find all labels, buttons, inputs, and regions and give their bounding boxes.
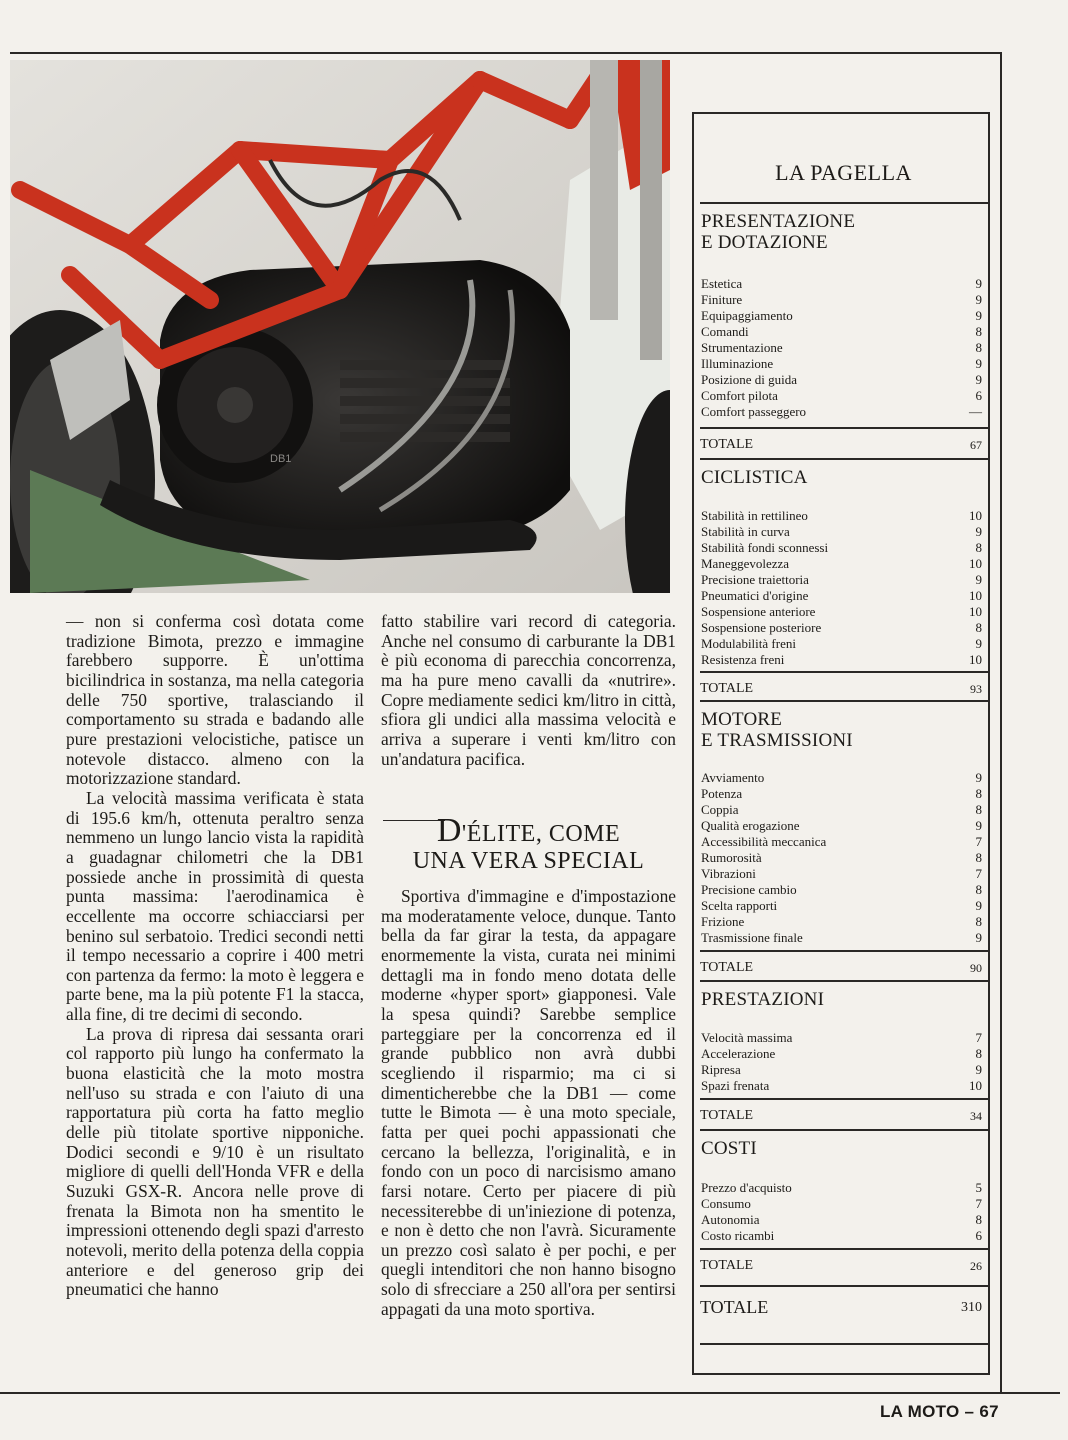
score-value: 8 (975, 914, 982, 929)
score-label: Trasmissione finale (701, 930, 803, 945)
paragraph: — non si conferma così dotata come tradizione Bimota, prezzo e immagine farebbero supporre. È un'ottima bicilindrica in sostanza, ma nella categoria delle 750 sportive, tralasciando il comportamento su strada e badando alle pure prestazioni velocistiche, patisce un notevole distacco. almeno con la motorizzazione standard. (66, 611, 364, 789)
score-value: 9 (975, 818, 982, 833)
page-folio: LA MOTO – 67 (880, 1402, 999, 1421)
score-value: 6 (975, 388, 982, 403)
score-label: Pneumatici d'origine (701, 588, 809, 603)
heading-line-1-text: 'ÉLITE, COME (461, 821, 621, 847)
category-prestazioni (700, 980, 988, 1093)
category-name-line-2: E TRASMISSIONI (701, 730, 853, 751)
score-value: 9 (975, 1062, 982, 1077)
motorcycle-photo (10, 60, 670, 593)
score-row (700, 556, 988, 572)
score-label: Comfort passeggero (701, 404, 807, 419)
score-row (700, 802, 988, 818)
score-value: 7 (975, 1196, 982, 1211)
score-value: 8 (975, 1212, 982, 1227)
score-label: Finiture (701, 292, 743, 307)
score-label: Strumentazione (701, 340, 783, 355)
paragraph: La velocità massima verificata è stata di 195.6 km/h, ottenuta peraltro senza nemmeno un lungo lancio vista la rapidità a guadagnar chilometri che la DB1 possiede anche in prossimità di questa punta massima: l'aerodinamica è eccellente ma occorre schiacciarsi per benino sul serbatoio. Tredici secondi netti il tempo necessario a coprire i 400 metri con partenza da fermo: la moto è leggera e parte bene, ma la più potente F1 la stacca, alla fine, di tre decimi di secondo. (66, 787, 364, 1025)
article-middle-column-bottom (381, 887, 676, 1319)
score-row (700, 1046, 988, 1062)
score-label: Scelta rapporti (701, 898, 778, 913)
heading-line-1 (381, 812, 676, 850)
score-row (700, 818, 988, 834)
total-value: 93 (970, 682, 982, 696)
paragraph: La prova di ripresa dai sessanta orari col rapporto più lungo ha confermato la buona elasticità che la moto mostra nell'uso su strada e con l'aiuto di una rapportatura più corta ha fatto meglio delle più titolate sportive nipponiche. Dodici secondi e 9/10 è un risultato migliore di quelli dell'Honda VFR e della Suzuki GSX-R. Ancora nelle prove di frenata la Bimota non ha smentito le impressioni ottenendo degli spazi d'arresto notevoli, merito della potenza della coppia anteriore e del generoso grip dei pneumatici che hanno (66, 1023, 364, 1300)
score-row (700, 604, 988, 620)
score-row (700, 786, 988, 802)
score-label: Sospensione anteriore (701, 604, 816, 619)
category-name: PRESTAZIONI (701, 989, 825, 1010)
score-label: Precisione cambio (701, 882, 797, 897)
score-label: Prezzo d'acquisto (701, 1180, 792, 1195)
score-row (700, 636, 988, 652)
grand-total-value: 310 (961, 1300, 982, 1315)
score-row (700, 524, 988, 540)
score-value: 8 (975, 540, 982, 555)
score-value: 8 (975, 882, 982, 897)
score-label: Qualità erogazione (701, 818, 800, 833)
category-name-line-2: E DOTAZIONE (701, 232, 828, 253)
score-label: Accessibilità meccanica (701, 834, 827, 849)
score-value: 9 (975, 308, 982, 323)
score-row (700, 620, 988, 636)
category-rows (700, 770, 988, 946)
score-value: 6 (975, 1228, 982, 1243)
engine-label: DB1 (270, 453, 292, 465)
category-rows (700, 508, 988, 668)
category-presentazione (700, 202, 988, 419)
score-label: Maneggevolezza (701, 556, 790, 571)
score-row (700, 1196, 988, 1212)
category-rows (700, 276, 988, 420)
score-row (700, 652, 988, 668)
category-name: CICLISTICA (701, 467, 808, 488)
score-label: Costo ricambi (701, 1228, 775, 1243)
total-label: TOTALE (700, 437, 754, 452)
score-row (700, 340, 988, 356)
paragraph: fatto stabilire vari record di categoria. Anche nel consumo di carburante la DB1 è più economa di parecchia concorrenza, ma ha pure meno cavalli da «nutrire». Copre mediamente sedici km/litro in città, sfiora gli undici alla massima velocità e arriva a superare i venti km/litro con un'andatura pacifica. (381, 611, 676, 769)
score-label: Comfort pilota (701, 388, 778, 403)
score-label: Illuminazione (701, 356, 774, 371)
score-row (700, 540, 988, 556)
score-row (700, 572, 988, 588)
score-value: 10 (969, 652, 982, 667)
score-row (700, 770, 988, 786)
score-row (700, 1228, 988, 1244)
page-bottom-rule (0, 1392, 1060, 1394)
scorecard-title: LA PAGELLA (775, 160, 912, 185)
score-value: 8 (975, 786, 982, 801)
score-label: Sospensione posteriore (701, 620, 822, 635)
score-value: 8 (975, 802, 982, 817)
grand-total-label: TOTALE (700, 1297, 769, 1317)
score-label: Autonomia (701, 1212, 760, 1227)
score-row (700, 866, 988, 882)
score-value: 9 (975, 572, 982, 587)
score-label: Modulabilità freni (701, 636, 796, 651)
score-label: Equipaggiamento (701, 308, 793, 323)
category-total (700, 1248, 988, 1274)
score-value: 8 (975, 1046, 982, 1061)
score-label: Ripresa (701, 1062, 741, 1077)
total-value: 67 (970, 438, 982, 452)
score-label: Coppia (701, 802, 739, 817)
score-row (700, 1180, 988, 1196)
category-costi (700, 1129, 988, 1243)
paragraph: Sportiva d'immagine e d'impostazione ma moderatamente veloce, dunque. Tanto bella da far girar la testa, da appagare enormemente la vista, curata nei minimi dettagli ma in fondo meno dotata delle moderne «hyper sport» giapponesi. Vale la spesa quindi? Sarebbe semplice parteggiare per la concorrenza ed il grande pubblico non avrà dubbi scegliendo il risparmio; ma ci si dimenticherebbe che la DB1 — come tutte le Bimota — è una moto speciale, fatta per quei pochi appassionati che cercano la bellezza, l'originalità, e in fondo con un poco di narcisismo amano farsi notare. Certo per piacere di più necessiterebbe di un'iniezione di potenza, e non è detto che non l'avrà. Sicuramente un prezzo così salato è per pochi, e per quegli intenditori che non hanno bisogno solo di sfrecciare a 250 all'ora per sentirsi appagati da una moto sportiva. (381, 886, 676, 1319)
article-left-column (66, 612, 364, 1300)
score-label: Stabilità in rettilineo (701, 508, 808, 523)
score-row (700, 882, 988, 898)
category-name: PRESENTAZIONE (701, 211, 856, 232)
category-name: COSTI (701, 1138, 757, 1159)
total-label: TOTALE (700, 681, 754, 696)
score-value: — (969, 404, 982, 419)
total-value: 34 (970, 1109, 982, 1123)
score-row (700, 372, 988, 388)
score-row (700, 308, 988, 324)
score-value: 9 (975, 356, 982, 371)
score-row (700, 404, 988, 420)
score-row (700, 1030, 988, 1046)
score-row (700, 508, 988, 524)
score-value: 9 (975, 372, 982, 387)
score-label: Spazi frenata (701, 1078, 770, 1093)
score-label: Frizione (701, 914, 745, 929)
score-value: 9 (975, 770, 982, 785)
score-label: Avviamento (701, 770, 765, 785)
score-row (700, 292, 988, 308)
heading-dropcap: D (436, 812, 462, 849)
score-row (700, 324, 988, 340)
score-row (700, 1062, 988, 1078)
score-value: 9 (975, 524, 982, 539)
score-label: Velocità massima (701, 1030, 793, 1045)
score-row (700, 276, 988, 292)
score-value: 9 (975, 898, 982, 913)
grand-total-rule (700, 1343, 988, 1345)
score-row (700, 850, 988, 866)
score-value: 8 (975, 620, 982, 635)
heading-line-2: UNA VERA SPECIAL (412, 848, 645, 874)
score-row (700, 898, 988, 914)
category-name: MOTORE (701, 709, 783, 730)
score-value: 9 (975, 292, 982, 307)
score-label: Resistenza freni (701, 652, 785, 667)
category-ciclistica (700, 458, 988, 667)
article-middle-column-top (381, 612, 676, 769)
score-value: 7 (975, 866, 982, 881)
score-value: 9 (975, 636, 982, 651)
score-row (700, 834, 988, 850)
category-rows (700, 1180, 988, 1244)
score-value: 10 (969, 1078, 982, 1093)
score-label: Comandi (701, 324, 749, 339)
score-value: 10 (969, 604, 982, 619)
score-label: Potenza (701, 786, 743, 801)
score-row (700, 356, 988, 372)
total-label: TOTALE (700, 960, 754, 975)
score-value: 9 (975, 276, 982, 291)
category-motore (700, 700, 988, 945)
score-value: 8 (975, 850, 982, 865)
score-label: Stabilità in curva (701, 524, 790, 539)
total-value: 90 (970, 961, 982, 975)
score-label: Vibrazioni (701, 866, 756, 881)
score-value: 8 (975, 340, 982, 355)
score-value: 5 (975, 1180, 982, 1195)
category-total (700, 1098, 988, 1124)
score-row (700, 930, 988, 946)
score-row (700, 588, 988, 604)
total-label: TOTALE (700, 1258, 754, 1273)
category-total (700, 671, 988, 697)
score-row (700, 1078, 988, 1094)
score-label: Precisione traiettoria (701, 572, 809, 587)
category-total (700, 950, 988, 976)
score-label: Consumo (701, 1196, 751, 1211)
score-value: 10 (969, 556, 982, 571)
score-value: 10 (969, 508, 982, 523)
score-value: 10 (969, 588, 982, 603)
score-label: Rumorosità (701, 850, 762, 865)
grand-total (700, 1285, 988, 1318)
category-rows (700, 1030, 988, 1094)
score-row (700, 1212, 988, 1228)
score-label: Posizione di guida (701, 372, 798, 387)
total-value: 26 (970, 1259, 982, 1273)
score-value: 7 (975, 834, 982, 849)
total-label: TOTALE (700, 1108, 754, 1123)
score-row (700, 914, 988, 930)
category-total (700, 427, 988, 453)
motorcycle-illustration (10, 60, 670, 593)
score-label: Accelerazione (701, 1046, 776, 1061)
score-value: 8 (975, 324, 982, 339)
score-value: 9 (975, 930, 982, 945)
score-label: Estetica (701, 276, 743, 291)
score-row (700, 388, 988, 404)
section-heading (381, 812, 676, 882)
score-label: Stabilità fondi sconnessi (701, 540, 829, 555)
score-value: 7 (975, 1030, 982, 1045)
